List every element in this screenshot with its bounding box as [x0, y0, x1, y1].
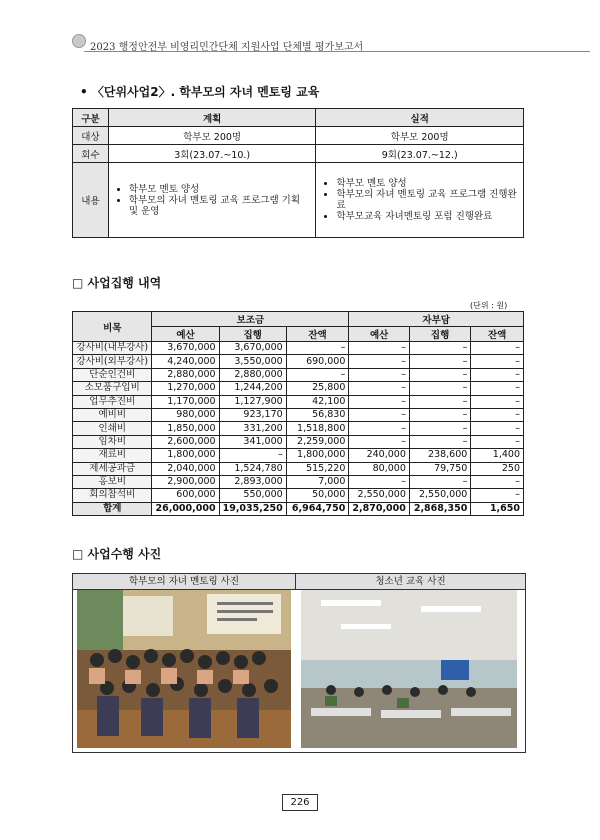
- sub-col: 집행: [219, 327, 286, 342]
- item-name-cell: 회의참석비: [73, 489, 152, 502]
- amount-cell: –: [471, 382, 524, 395]
- amount-cell: –: [349, 435, 410, 448]
- amount-cell: 7,000: [286, 475, 349, 488]
- group-self: 자부담: [349, 312, 524, 327]
- sub-col: 예산: [349, 327, 410, 342]
- amount-cell: –: [349, 382, 410, 395]
- item-name-cell: 인쇄비: [73, 422, 152, 435]
- item-name-cell: 재료비: [73, 449, 152, 462]
- amount-cell: –: [471, 395, 524, 408]
- item-name-cell: 단순인건비: [73, 368, 152, 381]
- amount-cell: –: [349, 368, 410, 381]
- amount-cell: 42,100: [286, 395, 349, 408]
- amount-cell: 6,964,750: [286, 502, 349, 515]
- amount-cell: 79,750: [409, 462, 470, 475]
- amount-cell: 1,270,000: [152, 382, 219, 395]
- amount-cell: 1,244,200: [219, 382, 286, 395]
- unit-project-table: [72, 108, 524, 238]
- amount-cell: 1,850,000: [152, 422, 219, 435]
- col-plan: 계획: [108, 109, 316, 127]
- photo-panel: [72, 573, 526, 753]
- amount-cell: –: [409, 382, 470, 395]
- amount-cell: 3,550,000: [219, 355, 286, 368]
- item-name-cell: 합계: [73, 502, 152, 515]
- amount-cell: –: [286, 368, 349, 381]
- execution-table: [72, 311, 524, 516]
- amount-cell: –: [409, 342, 470, 355]
- amount-cell: 980,000: [152, 408, 219, 421]
- sub-col: 예산: [152, 327, 219, 342]
- amount-cell: 19,035,250: [219, 502, 286, 515]
- amount-cell: –: [349, 422, 410, 435]
- plan-content: [108, 163, 316, 238]
- amount-cell: –: [349, 475, 410, 488]
- amount-cell: –: [409, 368, 470, 381]
- amount-cell: –: [471, 422, 524, 435]
- amount-cell: –: [409, 355, 470, 368]
- sub-col: 집행: [409, 327, 470, 342]
- item-name-cell: 강사비(내부강사): [73, 342, 152, 355]
- table-row: [73, 382, 524, 395]
- table-row: [73, 462, 524, 475]
- mentoring-group-photo: [77, 590, 291, 748]
- amount-cell: 56,830: [286, 408, 349, 421]
- table-row: [73, 368, 524, 381]
- page-number: 226: [282, 794, 318, 811]
- row-label-target: 대상: [73, 127, 109, 145]
- amount-cell: 1,650: [471, 502, 524, 515]
- item-name-cell: 업무추진비: [73, 395, 152, 408]
- amount-cell: –: [471, 342, 524, 355]
- item-name-cell: 강사비(외부강사): [73, 355, 152, 368]
- amount-cell: 2,893,000: [219, 475, 286, 488]
- amount-cell: 2,259,000: [286, 435, 349, 448]
- amount-cell: 26,000,000: [152, 502, 219, 515]
- amount-cell: 250: [471, 462, 524, 475]
- result-item: • 학부모의 자녀 멘토링 교육 프로그램 진행완료: [336, 189, 517, 211]
- item-name-cell: 예비비: [73, 408, 152, 421]
- amount-cell: 1,127,900: [219, 395, 286, 408]
- amount-cell: 600,000: [152, 489, 219, 502]
- amount-cell: 331,200: [219, 422, 286, 435]
- table-row: [73, 395, 524, 408]
- amount-cell: –: [409, 475, 470, 488]
- amount-cell: 1,524,780: [219, 462, 286, 475]
- amount-cell: 690,000: [286, 355, 349, 368]
- result-count: 9회(23.07.~12.): [316, 145, 524, 163]
- amount-cell: –: [349, 395, 410, 408]
- item-name-cell: 홍보비: [73, 475, 152, 488]
- amount-cell: 238,600: [409, 449, 470, 462]
- amount-cell: 2,600,000: [152, 435, 219, 448]
- amount-cell: 25,800: [286, 382, 349, 395]
- amount-cell: –: [471, 475, 524, 488]
- group-subsidy: 보조금: [152, 312, 349, 327]
- amount-cell: 2,880,000: [152, 368, 219, 381]
- sub-col: 잔액: [471, 327, 524, 342]
- col-result: 실적: [316, 109, 524, 127]
- plan-item: • 학부모 멘토 양성: [129, 184, 310, 195]
- header-bullet-icon: [72, 34, 86, 48]
- amount-cell: 2,868,350: [409, 502, 470, 515]
- result-content: [316, 163, 524, 238]
- page-header: [70, 38, 590, 56]
- table-row: [73, 449, 524, 462]
- table-row: [73, 422, 524, 435]
- amount-cell: 4,240,000: [152, 355, 219, 368]
- amount-cell: 240,000: [349, 449, 410, 462]
- col-category: 구분: [73, 109, 109, 127]
- table-row: [73, 489, 524, 502]
- unit-project-heading: • 〈단위사업2〉. 학부모의 자녀 멘토링 교육: [80, 85, 320, 99]
- amount-cell: –: [471, 355, 524, 368]
- amount-cell: 80,000: [349, 462, 410, 475]
- amount-cell: –: [471, 435, 524, 448]
- amount-cell: –: [349, 355, 410, 368]
- table-row: [73, 355, 524, 368]
- result-item: • 학부모 멘토 양성: [336, 178, 517, 189]
- table-row: [73, 342, 524, 355]
- amount-cell: 2,880,000: [219, 368, 286, 381]
- execution-heading: □ 사업집행 내역: [72, 276, 162, 290]
- result-target: 학부모 200명: [316, 127, 524, 145]
- amount-cell: 2,040,000: [152, 462, 219, 475]
- amount-cell: 1,400: [471, 449, 524, 462]
- amount-cell: 515,220: [286, 462, 349, 475]
- amount-cell: 2,870,000: [349, 502, 410, 515]
- right-photo-caption: 청소년 교육 사진: [296, 574, 525, 590]
- amount-cell: 1,800,000: [152, 449, 219, 462]
- row-label-content: 내용: [73, 163, 109, 238]
- amount-cell: –: [286, 342, 349, 355]
- amount-cell: –: [219, 449, 286, 462]
- table-row: [73, 475, 524, 488]
- result-item: • 학부모교육 자녀멘토링 포럼 진행완료: [336, 211, 517, 222]
- item-name-cell: 제세공과금: [73, 462, 152, 475]
- table-row: [73, 408, 524, 421]
- total-row: [73, 502, 524, 515]
- sub-col: 잔액: [286, 327, 349, 342]
- amount-cell: –: [409, 408, 470, 421]
- item-name-cell: 소모품구입비: [73, 382, 152, 395]
- amount-cell: –: [471, 368, 524, 381]
- amount-cell: 2,900,000: [152, 475, 219, 488]
- amount-cell: 550,000: [219, 489, 286, 502]
- amount-cell: 3,670,000: [152, 342, 219, 355]
- amount-cell: 1,518,800: [286, 422, 349, 435]
- amount-cell: –: [471, 408, 524, 421]
- photos-heading: □ 사업수행 사진: [72, 547, 162, 561]
- col-item: 비목: [73, 312, 152, 342]
- table-row: [73, 435, 524, 448]
- amount-cell: –: [409, 435, 470, 448]
- youth-education-photo: [301, 590, 517, 748]
- amount-cell: 1,800,000: [286, 449, 349, 462]
- amount-cell: –: [409, 395, 470, 408]
- amount-cell: 2,550,000: [409, 489, 470, 502]
- plan-count: 3회(23.07.~10.): [108, 145, 316, 163]
- amount-cell: –: [349, 408, 410, 421]
- item-name-cell: 임차비: [73, 435, 152, 448]
- plan-item: • 학부모의 자녀 멘토링 교육 프로그램 기획 및 운영: [129, 195, 310, 217]
- amount-cell: –: [349, 342, 410, 355]
- amount-cell: –: [409, 422, 470, 435]
- amount-cell: 50,000: [286, 489, 349, 502]
- amount-cell: 923,170: [219, 408, 286, 421]
- amount-cell: 3,670,000: [219, 342, 286, 355]
- amount-cell: 1,170,000: [152, 395, 219, 408]
- unit-label: (단위 : 원): [470, 301, 508, 310]
- left-photo-caption: 학부모의 자녀 멘토링 사진: [73, 574, 296, 590]
- row-label-count: 회수: [73, 145, 109, 163]
- amount-cell: 2,550,000: [349, 489, 410, 502]
- header-title: 2023 행정안전부 비영리민간단체 지원사업 단체별 평가보고서: [90, 42, 364, 53]
- amount-cell: 341,000: [219, 435, 286, 448]
- amount-cell: –: [471, 489, 524, 502]
- plan-target: 학부모 200명: [108, 127, 316, 145]
